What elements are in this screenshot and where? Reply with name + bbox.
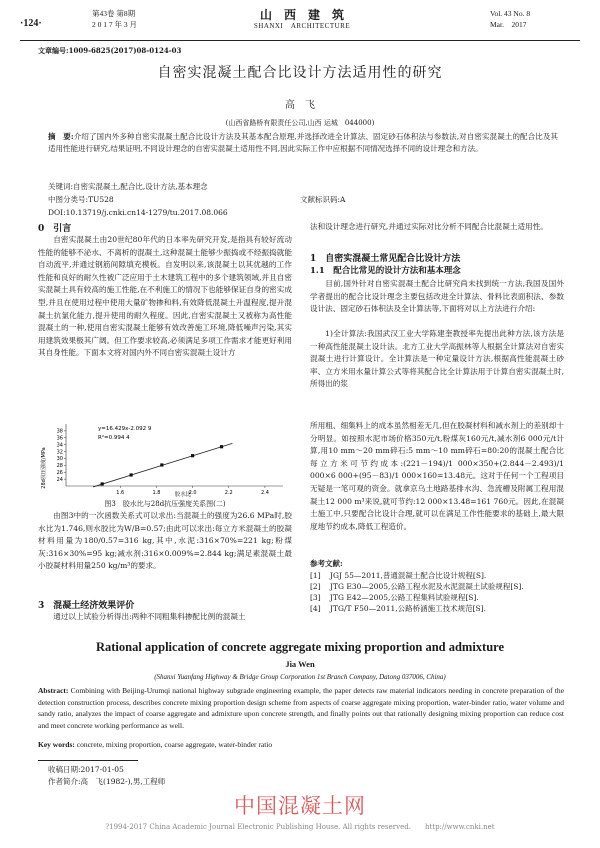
journal-en: SHANXI ARCHITECTURE (253, 22, 351, 30)
copyright-line: ?1994-2017 China Academic Journal Electronic Publishing House. All rights reserved. http://www.cnki.net (105, 823, 495, 831)
y-tick-label: 32 (56, 449, 63, 456)
section-heading-1-1: 1.1 配合比常见的设计方法和基本理念 (310, 266, 461, 276)
reference-list (310, 570, 564, 614)
chart-svg (38, 420, 292, 498)
english-title: Rational application of concrete aggregate mixing proportion and admixture (95, 640, 505, 654)
abstract-cn (48, 131, 558, 154)
y-tick-label: 28 (56, 463, 63, 470)
reference-text: JTG/T F50—2011,公路桥涵施工技术规范[S]. (330, 604, 487, 613)
footnote-rule (38, 760, 138, 761)
figure-caption: 图3 胶水比与28d抗压强度关系图(二) (104, 500, 226, 508)
journal-cn: 山 西 建 筑 (259, 8, 344, 22)
date-en: Mar. 2017 (490, 20, 527, 29)
intro-paragraph: 自密实混凝土由20世纪80年代的日本率先研究开发,是指具有较好流动性能的能够不泌水、不离析的混凝土,这种混凝土能够少振捣或不经振捣就能自动流平,并通过钢筋间隙填充模板。自发明以来,该混凝土以其优越的工作性能和良好的耐久性被广泛应用于土木建筑工程中的多个建筑领域,并且自密实混凝土具有较高的施工性能,在不利施工的情况下也能够保证自身的密实成型,并且在使用过程中使用大量矿物掺和料,有效降低混凝土升温程度,提升混凝土抗氯化能力,提升使用的耐久程度。因此,自密实混凝土又被称为高性能混凝土的一种,使用自密实混凝土能够有效改善施工环境,降低噪声污染,其实用建筑效果极其广阔。但工作要求较高,必须满足多项工作需求才能更好利用其自身性能。下面本文将对国内外不同自密实混凝土设计方 (38, 235, 292, 358)
data-point (101, 482, 104, 485)
y-tick-label: 30 (56, 456, 63, 463)
reference-number: [4] (310, 604, 321, 613)
reference-text: JTG E30—2005,公路工程水泥及水泥混凝土试验规程[S]. (330, 582, 524, 591)
reference-item (310, 581, 564, 592)
page-header (12, 6, 588, 40)
data-point (130, 473, 133, 476)
keywords-cn: 关键词:自密实混凝土,配合比,设计方法,基本理念 (48, 182, 208, 191)
affiliation-cn: (山西省路桥有限责任公司,山西 运城 044000) (225, 119, 375, 127)
doc-code: 文献标识码:A (300, 195, 346, 204)
references-label: 参考文献: (310, 559, 343, 568)
clc-number: 中图分类号:TU528 (48, 195, 114, 204)
full-calc-paragraph: 1)全计算法:我国武汉工业大学陈建奎教授率先提出此种方法,该方法是一种高性能混凝土设计法。北方工业大学高振林等人根据全计算法对自密实混凝土进行计算设计。全计算法是一种定量设计方法,根据高性能混凝土砂率、立方米用水量计算公式等将其配合比全计算法用于计算自密实混凝土时,所得出的浆 (310, 329, 564, 389)
reference-item (310, 603, 564, 614)
x-tick-label: 1.6 (116, 490, 125, 496)
author-info: 作者简介:高 飞(1982-),男,工程师 (48, 777, 166, 786)
date-cn: 2 0 1 7 年 3 月 (92, 20, 137, 29)
abstract-text: 介绍了国内外多种自密实混凝土配合比设计方法及其基本配合原理,并选择改进全计算法、固定砂石体积法与参数法,对自密实混凝土的配合比及其适用性能进行研究,结果证明,不同设计理念的自密实混凝土适用性不同,因此实际工作中应根据不同情况选择不同的设计理念和方法。 (48, 132, 558, 153)
section3-paragraph: 通过以上试验分析得出:两种不同粗集料掺配比例的混凝土 (53, 612, 246, 621)
r2-label: R²=0.994 4 (98, 435, 130, 441)
cost-paragraph: 所用粗、细集料上的成本虽然相差无几,但在胶凝材料和减水剂上的差别却十分明显。如按照水泥市场价格350元/t,粉煤灰160元/t,减水剂6 000元/t计算,用10 mm～20 mm碎石:5 mm～10 mm碎石=80:20的混凝土配合比每立方米可节约成本:(221－194)/1 000×350+(2.844－2.493)/1 000×6 000+(95－83)/1 000×160=13.48元。这对于任何一个工程项目无疑是一笔可观的资金。就拿京乌土地路基排水沟、急流槽及附属工程用混凝土12 000 m³来说,就可节约:12 000×13.48=161 760元。因此,在混凝土施工中,只要配合比设计合理,就可以在满足工作性能要求的基础上,最大限度地节约成本,降低工程造价。 (310, 421, 564, 531)
y-axis-label: 28d抗压强度/MPa (41, 447, 47, 489)
english-abstract (38, 685, 564, 731)
data-point (191, 454, 194, 457)
y-tick-label: 24 (56, 476, 63, 483)
english-abstract-text: Combining with Beijing-Urumqi national highway subgrade engineering example, the paper detects raw material indicators needing in concrete preparation of the detection construction process, describes concrete mixing proportion design scheme from aspects of coarse aggregate mixing proportion, water-binder ratio, water volume and sandy ratio, analyzes the impact of coarse aggregate and admixture upon concrete strength, and finally points out that rationally designing mixing proportion can reduce cost and meet concrete working performance as well. (38, 686, 564, 730)
method-intro-continued: 法和设计理念进行研究,并通过实际对比分析不同配合比混凝土适用性。 (310, 222, 548, 231)
english-keywords (38, 739, 564, 750)
equation-label: y=16.429x-2.092 9 (98, 426, 152, 432)
volume-cn: 第43卷 第8期 (92, 9, 136, 18)
page-number: ·124· (20, 18, 42, 29)
received-date: 收稿日期:2017-01-05 (48, 765, 124, 774)
calc-paragraph: 由图3中的一次函数关系式可以求出:当混凝土的强度为26.6 MPa时,胶水比为1.746,则水胶比为W/B=0.57;由此可以求出:每立方米混凝土的胶凝材料用量为180/0.57=316 kg,其中,水泥:316×70%=221 kg;粉煤灰:316×30%=95 kg;减水剂:316×0.009%=2.844 kg;满足素混凝土最小胶凝材料用量250 kg/m³的要求。 (38, 511, 292, 571)
english-keywords-text: concrete, mixing proportion, coarse aggregate, water-binder ratio (76, 740, 273, 749)
article-title-cn: 自密实混凝土配合比设计方法适用性的研究 (157, 65, 443, 81)
y-tick-label: 26 (56, 470, 63, 477)
y-tick-label: 38 (56, 428, 63, 435)
section-heading-3: 3 混凝土经济效果评价 (38, 601, 135, 611)
x-tick-label: 1.8 (152, 490, 161, 496)
doi: DOI:10.13719/j.cnki.cn14-1279/tu.2017.08.066 (48, 208, 228, 217)
data-point (220, 445, 223, 448)
author-cn: 高 飞 (285, 100, 315, 111)
english-affiliation: (Shanxi Yuanfang Highway & Bridge Group Corporation 1st Branch Company, Datong 037006, China) (154, 673, 446, 681)
volume-en: Vol. 43 No. 8 (490, 9, 531, 18)
figure-3 (38, 420, 292, 510)
section-heading-1: 1 自密实混凝土常见配合比设计方法 (310, 254, 461, 264)
article-id: 文章编号:1009-6825(2017)08-0124-03 (38, 46, 182, 55)
watermark: 中国混凝土网 (234, 794, 366, 818)
reference-number: [3] (310, 593, 321, 602)
reference-text: JTG E42—2005,公路工程集料试验规程[S]. (330, 593, 479, 602)
x-axis-label: 胶水比 (174, 492, 192, 498)
section-heading-0: 0 引言 (38, 224, 72, 234)
english-author: Jia Wen (285, 659, 315, 669)
y-tick-label: 34 (56, 442, 63, 449)
data-point (160, 463, 163, 466)
y-tick-label: 36 (56, 435, 63, 442)
english-abstract-label: Abstract: (38, 686, 69, 695)
x-tick-label: 2.4 (260, 490, 269, 496)
reference-number: [2] (310, 582, 321, 591)
reference-text: JGJ 55—2011,普通混凝土配合比设计规程[S]. (330, 571, 487, 580)
reference-number: [1] (310, 571, 321, 580)
abstract-label: 摘 要: (48, 132, 74, 141)
reference-item (310, 592, 564, 603)
english-keywords-label: Key words: (38, 740, 75, 749)
methods-paragraph: 目前,国外针对自密实混凝土配合比研究尚未找到统一方法,我国及国外学者提出的配合比设计理念主要包括改进全计算法、骨料比表面积法、参数设计法、固定砂石体积法及全计算法等,下面将对以上方法进行介绍: (310, 279, 564, 314)
header-rule (20, 40, 580, 41)
x-tick-label: 2.0 (188, 490, 197, 496)
reference-item (310, 570, 564, 581)
x-tick-label: 2.2 (224, 490, 233, 496)
